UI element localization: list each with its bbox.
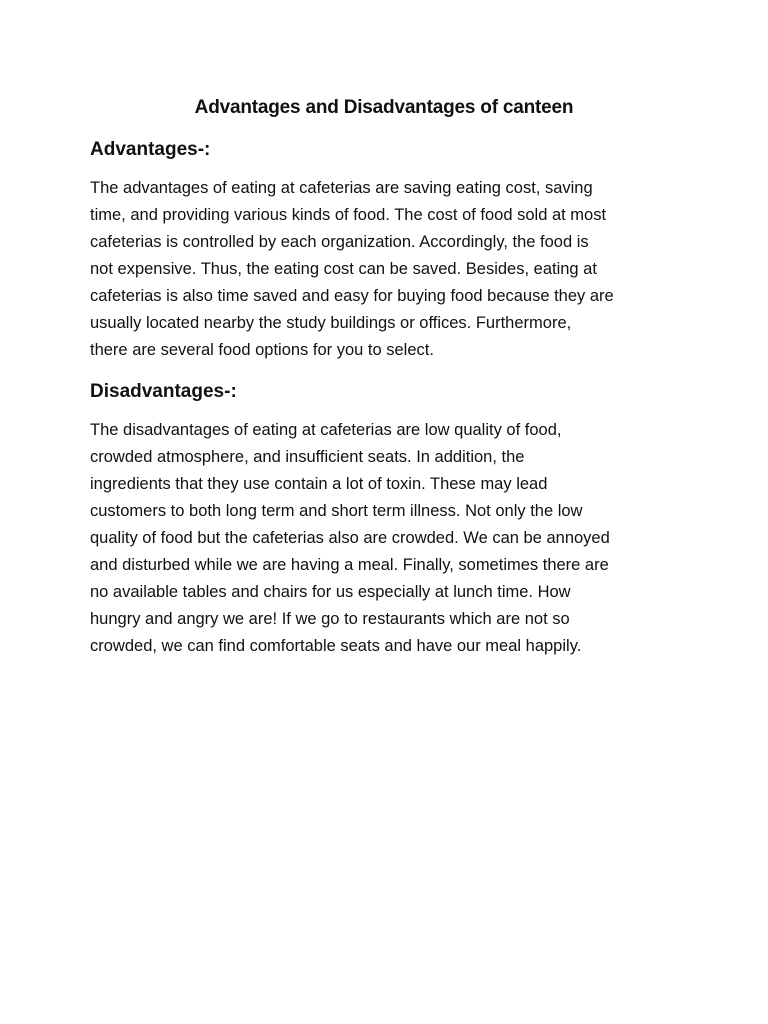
disadvantages-heading: Disadvantages-: — [90, 381, 237, 402]
paragraph-line: crowded, we can find comfortable seats and have our meal happily. — [90, 637, 582, 655]
paragraph-line: usually located nearby the study buildings or offices. Furthermore, — [90, 314, 572, 332]
paragraph-line: ingredients that they use contain a lot of toxin. These may lead — [90, 475, 548, 493]
disadvantages-paragraph — [90, 417, 690, 660]
paragraph-line: crowded atmosphere, and insufficient seats. In addition, the — [90, 448, 525, 466]
paragraph-line: cafeterias is also time saved and easy for buying food because they are — [90, 287, 614, 305]
document-title: Advantages and Disadvantages of canteen — [194, 97, 574, 118]
paragraph-line: hungry and angry we are! If we go to restaurants which are not so — [90, 610, 570, 628]
paragraph-line: customers to both long term and short term illness. Not only the low — [90, 502, 583, 520]
paragraph-line: cafeterias is controlled by each organization. Accordingly, the food is — [90, 233, 589, 251]
paragraph-line: time, and providing various kinds of food. The cost of food sold at most — [90, 206, 607, 224]
paragraph-line: The advantages of eating at cafeterias are saving eating cost, saving — [90, 179, 593, 197]
paragraph-line: there are several food options for you to select. — [90, 341, 434, 359]
paragraph-line: quality of food but the cafeterias also are crowded. We can be annoyed — [90, 529, 610, 547]
paragraph-line: and disturbed while we are having a meal. Finally, sometimes there are — [90, 556, 609, 574]
advantages-paragraph — [90, 175, 690, 364]
paragraph-line: The disadvantages of eating at cafeterias are low quality of food, — [90, 421, 562, 439]
advantages-heading: Advantages-: — [90, 139, 211, 160]
paragraph-line: no available tables and chairs for us especially at lunch time. How — [90, 583, 571, 601]
paragraph-line: not expensive. Thus, the eating cost can be saved. Besides, eating at — [90, 260, 597, 278]
